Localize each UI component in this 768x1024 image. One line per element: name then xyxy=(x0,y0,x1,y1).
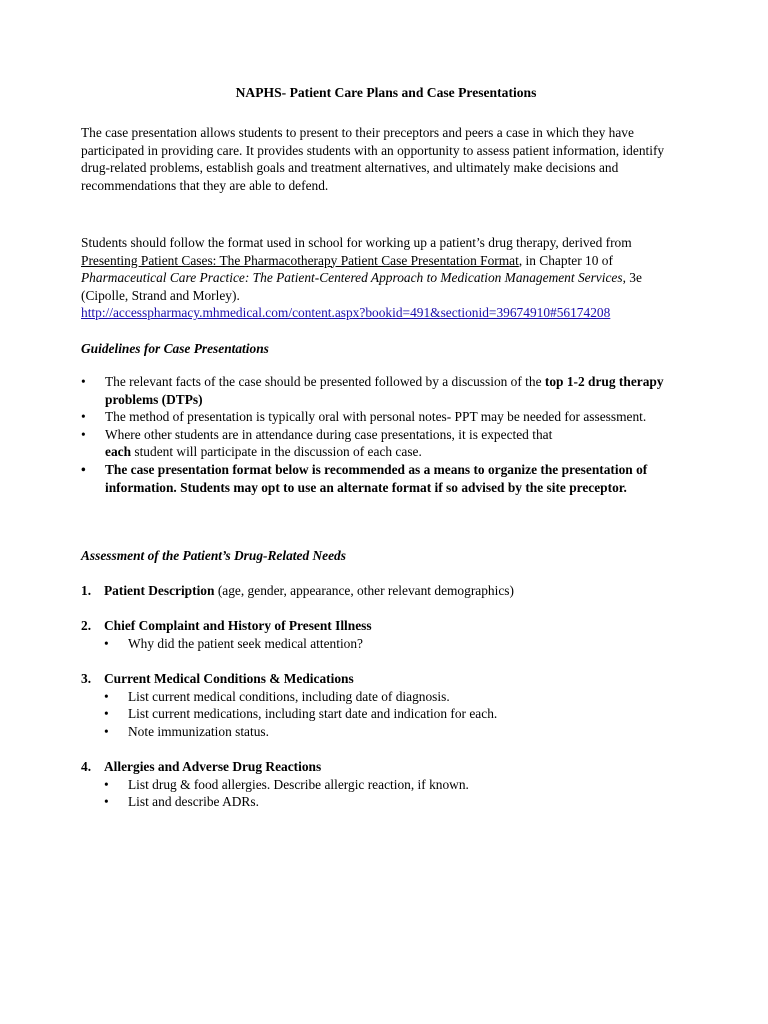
item-heading: Allergies and Adverse Drug Reactions xyxy=(104,758,322,774)
list-item xyxy=(81,461,671,496)
list-item xyxy=(81,426,671,461)
source-title: Presenting Patient Cases: The Pharmacotherapy Patient Case Presentation Format xyxy=(81,252,519,268)
bullet-icon: • xyxy=(81,461,86,477)
assessment-item xyxy=(81,758,681,811)
sub-list xyxy=(104,688,681,741)
document-title: NAPHS- Patient Care Plans and Case Presentations xyxy=(235,85,537,100)
bullet-icon: • xyxy=(104,635,109,651)
list-item xyxy=(81,408,671,426)
assessment-item xyxy=(81,582,681,600)
list-item-emphasis: each xyxy=(105,444,132,460)
format-tail-text: , 3e (Cipolle, Strand and Morley). xyxy=(81,270,642,303)
list-item xyxy=(81,373,671,408)
item-heading: Chief Complaint and History of Present Illness xyxy=(104,618,372,634)
assessment-item xyxy=(81,670,681,740)
list-item-text: List current medical conditions, including date of diagnosis. xyxy=(128,688,450,704)
sub-list xyxy=(104,635,681,653)
item-number: 3. xyxy=(81,670,92,686)
bullet-icon: • xyxy=(104,723,109,739)
sub-list xyxy=(104,776,681,811)
item-number: 4. xyxy=(81,758,92,774)
bullet-icon: • xyxy=(81,374,86,389)
bullet-icon: • xyxy=(81,426,86,442)
item-heading: Patient Description xyxy=(104,583,215,598)
bullet-icon: • xyxy=(104,794,109,810)
format-mid-text: , in Chapter 10 of xyxy=(518,252,613,268)
bullet-icon: • xyxy=(104,706,109,722)
list-item-text: Why did the patient seek medical attention? xyxy=(128,635,363,651)
item-heading: Current Medical Conditions & Medications xyxy=(104,670,354,686)
list-item xyxy=(104,635,681,653)
list-item-emphasis: top 1-2 drug therapy problems (DTPs) xyxy=(105,374,664,407)
list-item xyxy=(104,776,681,794)
guidelines-heading: Guidelines for Case Presentations xyxy=(81,341,269,356)
list-item-text: List drug & food allergies. Describe allergic reaction, if known. xyxy=(128,776,469,792)
item-number: 1. xyxy=(81,583,92,598)
list-item-text: List and describe ADRs. xyxy=(128,794,259,810)
assessment-heading: Assessment of the Patient’s Drug-Related Needs xyxy=(81,548,346,563)
guidelines-list xyxy=(81,373,671,496)
assessment-item xyxy=(81,617,681,652)
list-item xyxy=(104,723,681,741)
list-item xyxy=(104,793,681,811)
reference-link[interactable]: http://accesspharmacy.mhmedical.com/content.aspx?bookid=491&sectionid=39674910#56174208 xyxy=(81,305,611,321)
format-paragraph xyxy=(81,234,687,322)
book-title: Pharmaceutical Care Practice: The Patient-Centered Approach to Medication Management Services xyxy=(81,270,623,286)
list-item-text: List current medications, including start date and indication for each. xyxy=(128,706,498,722)
bullet-icon: • xyxy=(104,688,109,704)
list-item-text: The method of presentation is typically oral with personal notes- PPT may be needed for assessment. xyxy=(105,409,647,425)
list-item xyxy=(104,688,681,706)
list-item-emphasis: The case presentation format below is recommended as a means to organize the presentation of information. Students may opt to use an alternate format if so advised by the site preceptor. xyxy=(105,461,648,495)
item-number: 2. xyxy=(81,618,92,634)
format-lead-text: Students should follow the format used in school for working up a patient’s drug therapy, derived from xyxy=(81,235,632,250)
intro-paragraph: The case presentation allows students to present to their preceptors and peers a case in which they have participated in providing care. It provides students with an opportunity to assess patient information, identify drug-related problems, establish goals and treatment alternatives, and ultimately make decisions and recommendations that they are able to defend. xyxy=(81,125,665,193)
list-item-text: The relevant facts of the case should be presented followed by a discussion of the xyxy=(105,374,545,389)
bullet-icon: • xyxy=(81,409,86,425)
list-item xyxy=(104,705,681,723)
list-item-text: student will participate in the discussion of each case. xyxy=(131,444,422,460)
assessment-list xyxy=(81,582,681,828)
item-description: (age, gender, appearance, other relevant demographics) xyxy=(214,583,514,598)
list-item-text: Note immunization status. xyxy=(128,723,269,739)
bullet-icon: • xyxy=(104,776,109,792)
list-item-text: Where other students are in attendance during case presentations, it is expected that xyxy=(105,426,553,442)
